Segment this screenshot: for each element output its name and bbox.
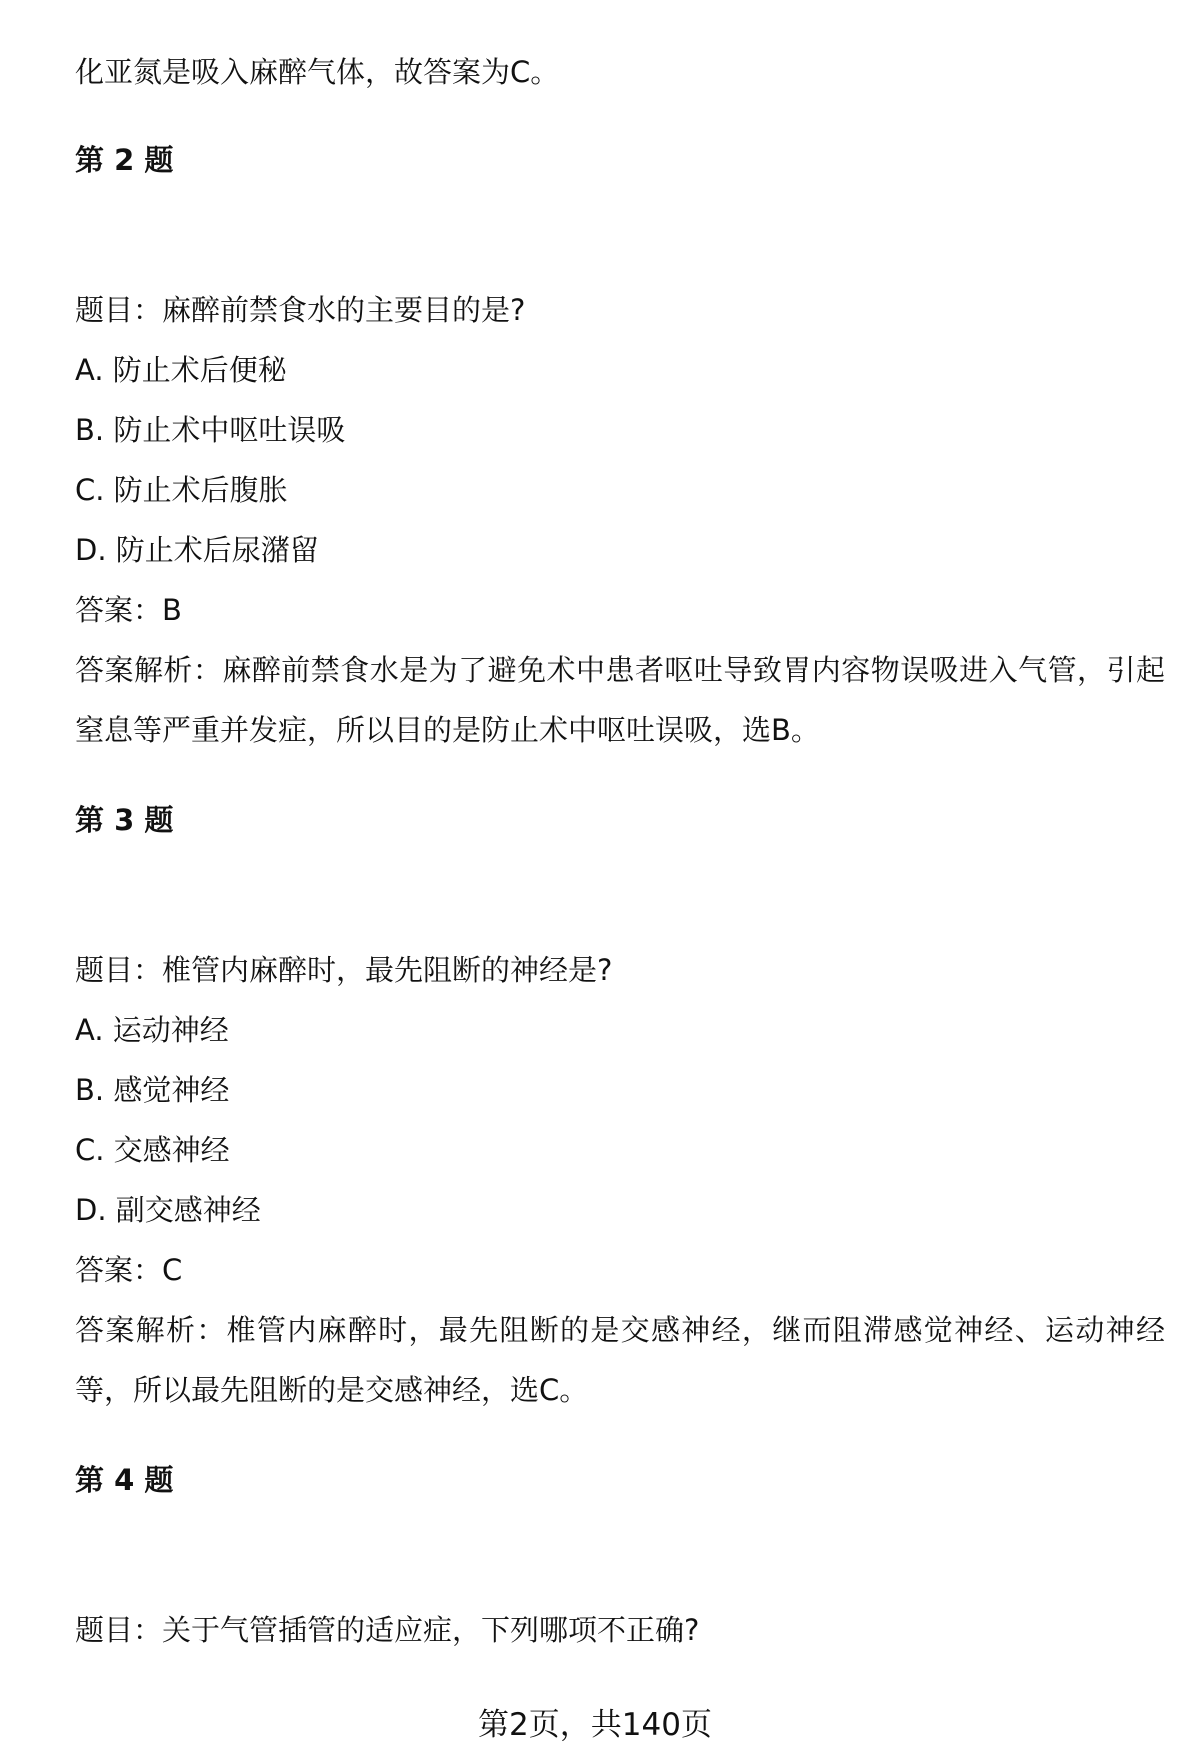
question-3-option-a: A. 运动神经: [75, 1013, 229, 1047]
question-4-heading: 第 4 题: [75, 1463, 174, 1497]
page-number-footer: 第2页，共140页: [478, 1707, 712, 1743]
question-3-option-d: D. 副交感神经: [75, 1193, 261, 1227]
question-3-option-c: C. 交感神经: [75, 1133, 230, 1167]
question-2-option-d: D. 防止术后尿潴留: [75, 533, 319, 567]
question-2-option-a: A. 防止术后便秘: [75, 353, 287, 387]
continuation-text: 化亚氮是吸入麻醉气体，故答案为C。: [75, 55, 560, 89]
question-3-answer: 答案：C: [75, 1253, 183, 1287]
question-2-option-c: C. 防止术后腹胀: [75, 473, 288, 507]
question-2-answer: 答案：B: [75, 593, 182, 627]
question-3-option-b: B. 感觉神经: [75, 1073, 230, 1107]
question-2-stem: 题目：麻醉前禁食水的主要目的是?: [75, 293, 526, 327]
question-4-stem: 题目：关于气管插管的适应症，下列哪项不正确?: [75, 1613, 700, 1647]
question-3-stem: 题目：椎管内麻醉时，最先阻断的神经是?: [75, 953, 613, 987]
question-2-option-b: B. 防止术中呕吐误吸: [75, 413, 346, 447]
question-3-heading: 第 3 题: [75, 803, 174, 837]
question-3-analysis: 答案解析：椎管内麻醉时，最先阻断的是交感神经，继而阻滞感觉神经、运动神经等，所以最先阻断的是交感神经，选C。: [75, 1313, 1165, 1407]
question-2-heading: 第 2 题: [75, 143, 174, 177]
question-2-analysis: 答案解析：麻醉前禁食水是为了避免术中患者呕吐导致胃内容物误吸进入气管，引起窒息等严重并发症，所以目的是防止术中呕吐误吸，选B。: [75, 653, 1165, 747]
